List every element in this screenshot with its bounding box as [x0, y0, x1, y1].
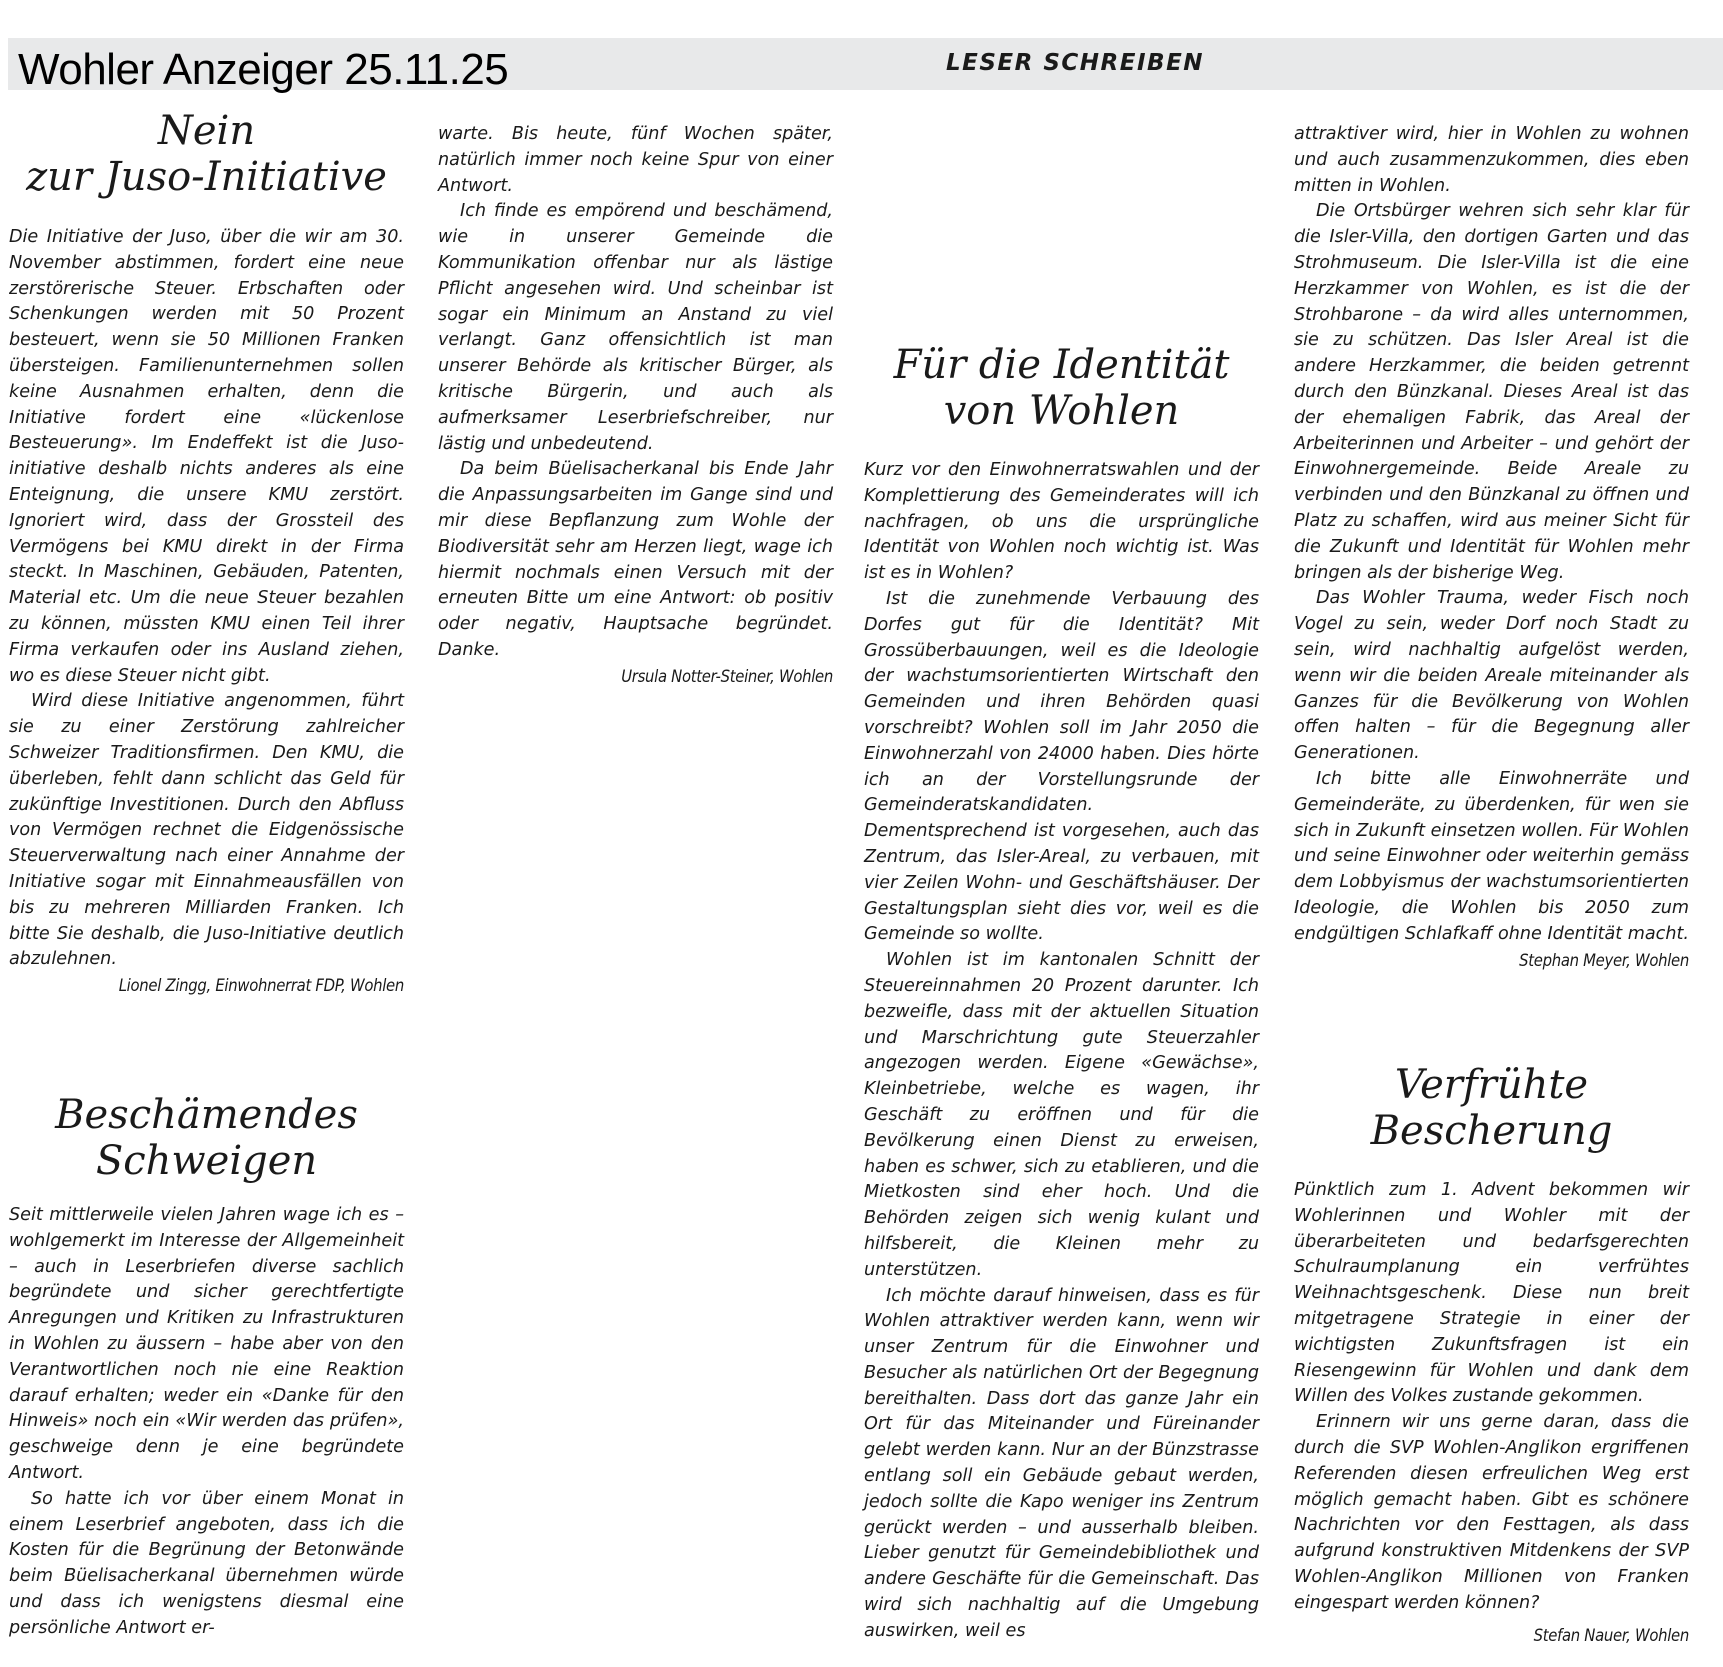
paragraph: Ich möchte darauf hinweisen, dass es für Wohlen attraktiver werden kann, wenn wir unser Zentrum für die Einwohner und Besucher als natürlichen Ort der Begegnung bereithalten. Dass dort das ganze Jahr ein Ort für das Miteinander und Füreinander gelebt werden kann. Nur an der Bünzstrasse entlang soll ein Gebäude gebaut werden, jedoch sollte die Kapo weniger ins Zentrum gerückt werden – und ausserhalb bleiben. Lieber genutzt für Gemeindebibliothek und andere Geschäfte für die Gemeinschaft. Das wird sich nachhaltig auf die Umgebung auswirken, weil es [864, 1285, 1259, 1641]
headline-line: Verfrühte [1394, 1062, 1589, 1108]
headline-line: zur Juso-Initiative [26, 154, 387, 200]
section-title: LESER SCHREIBEN [946, 50, 1205, 76]
paragraph: Ist die zunehmende Verbauung des Dorfes gut für die Identität? Mit Grossüberbauungen, weil es die Ideologie der wachstumsorientierten Wirtschaft den Gemeinden und ihren Behörden quasi vorschreibt? Wohlen soll im Jahr 2050 die Einwohnerzahl von 24000 haben. Dies hörte ich an der Vorstellungsrunde der Gemeinderatskandidaten. Dementsprechend ist vorgesehen, auch das Zentrum, das Isler-Areal, zu verbauen, mit vier Zeilen Wohn- und Geschäftshäuser. Der Gestaltungsplan sieht dies vor, weil es die Gemeinde so wollte. [864, 588, 1259, 945]
paragraph: Seit mittlerweile vielen Jahren wage ich es – wohlgemerkt im Interesse der Allgemeinheit – auch in Leserbriefen diverse sachlich begründete und sicher gerechtfertigte Anregungen und Kritiken zu Infrastrukturen in Wohlen zu äussern – habe aber von den Verantwortlichen noch nie eine Reaktion darauf erhalten; weder ein «Danke für den Hinweis» noch ein «Wir werden das prüfen», geschweige denn je eine begründete Antwort. [9, 1205, 404, 1483]
paragraph: Ich bitte alle Einwohnerräte und Gemeinderäte, zu überdenken, für wen sie sich in Zukunft einsetzen wollen. Für Wohlen und seine Einwohner oder weiterhin gemäss dem Lobbyismus der wachstumsorientierten Ideologie, die Wohlen bis 2050 zum endgültigen Schlafkaff ohne Identität macht. [1294, 768, 1689, 944]
paragraph: attraktiver wird, hier in Wohlen zu wohnen und auch zusammenzukommen, dies eben mitten in Wohlen. [1294, 124, 1689, 196]
article-headline [9, 1092, 404, 1184]
newspaper-date-stamp: Wohler Anzeiger 25.11.25 [18, 45, 509, 94]
paragraph: Wird diese Initiative angenommen, führt sie zu einer Zerstörung zahlreicher Schweizer Traditionsfirmen. Den KMU, die überleben, fehlt dann schlicht das Geld für zukünftige Investitionen. Durch den Abfluss von Vermögen rechnet die Eidgenössische Steuerverwaltung nach einer Annahme der Initiative sogar mit Einnahmeausfällen von bis zu mehreren Milliarden Franken. Ich bitte Sie deshalb, die Juso-Initiative deutlich abzulehnen. [9, 691, 404, 970]
article-body-continued [438, 122, 833, 690]
headline-line: Für die Identität [893, 342, 1230, 388]
article-body [864, 458, 1259, 1645]
paragraph: Die Ortsbürger wehren sich sehr klar für die Isler-Villa, den dortigen Garten und das Strohmuseum. Die Isler-Villa ist die eine Herzkammer von Wohlen, es ist die der Strohbarone – da wird alles unternommen, sie zu schützen. Das Isler Areal ist die andere Herzkammer, die beiden getrennt durch den Bünzkanal. Dieses Areal ist das der ehemaligen Fabrik, das Areal der Arbeiterinnen und Arbeiter – und gehört der Einwohnergemeinde. Beide Areale zu verbinden und den Bünzkanal zu öffnen und Platz zu schaffen, wird aus meiner Sicht für die Zukunft und Identität für Wohlen mehr bringen als der bisherige Weg. [1294, 201, 1689, 583]
paragraph: So hatte ich vor über einem Monat in einem Leserbrief angeboten, dass ich die Kosten für die Begrünung der Betonwände beim Büelisacherkanal übernehmen würde und dass ich wenigstens diesmal eine persönliche Antwort er- [9, 1488, 404, 1638]
headline-line: Nein [157, 108, 256, 154]
headline-line: Beschämendes [55, 1092, 358, 1138]
paragraph: warte. Bis heute, fünf Wochen später, natürlich immer noch keine Spur von einer Antwort. [438, 124, 833, 196]
paragraph: Pünktlich zum 1. Advent bekommen wir Wohlerinnen und Wohler mit der überarbeiteten und bedarfsgerechten Schulraumplanung ein verfrühtes Weihnachtsgeschenk. Diese nun breit mitgetragene Strategie in einer der wichtigsten Zukunftsfragen ist ein Riesengewinn für Wohlen und dank dem Willen des Volkes zustande gekommen. [1294, 1180, 1689, 1407]
paragraph: Kurz vor den Einwohnerratswahlen und der Komplettierung des Gemeinderates will ich nachfragen, ob uns die ursprüngliche Identität von Wohlen noch wichtig ist. Was ist es in Wohlen? [864, 460, 1259, 584]
article-headline [864, 342, 1259, 434]
article-headline [1294, 1062, 1689, 1154]
article-body [9, 1203, 404, 1642]
paragraph: Wohlen ist im kantonalen Schnitt der Steuereinnahmen 20 Prozent darunter. Ich bezweifle, dass mit der aktuellen Situation und Marschrichtung gute Steuerzahler angezogen werden. Eigene «Gewächse», Kleinbetriebe, welche es wagen, ihr Geschäft zu eröffnen und für die Bevölkerung einen Dienst zu erweisen, haben es schwer, sich zu etablieren, und die Mietkosten sind eher hoch. Und die Behörden zeigen sich wenig kulant und hilfsbereit, die Kleinen mehr zu unterstützen. [864, 950, 1259, 1280]
article-headline [9, 108, 404, 200]
headline-line: Bescherung [1370, 1108, 1613, 1154]
article-body-continued [1294, 122, 1689, 973]
author-signature: Stefan Nauer, Wohlen [1533, 1625, 1689, 1645]
paragraph: Da beim Büelisacherkanal bis Ende Jahr die Anpassungsarbeiten im Gange sind und mir diese Bepflanzung zum Wohle der Biodiversität sehr am Herzen liegt, wage ich hiermit nochmals einen Versuch mit der erneuten Bitte um eine Antwort: ob positiv oder negativ, Hauptsache begründet. Danke. [438, 459, 833, 660]
author-signature: Lionel Zingg, Einwohnerrat FDP, Wohlen [118, 976, 404, 996]
headline-line: von Wohlen [943, 388, 1180, 434]
author-signature: Stephan Meyer, Wohlen [1519, 950, 1689, 970]
paragraph: Erinnern wir uns gerne daran, dass die durch die SVP Wohlen-Anglikon ergriffenen Referenden diesen erfreulichen Weg erst möglich gemacht haben. Gibt es schönere Nachrichten vor den Festtagen, als dass aufgrund konstruktiven Mitdenkens der SVP Wohlen-Anglikon Millionen von Franken eingespart werden können? [1294, 1412, 1689, 1613]
headline-line: Schweigen [95, 1138, 318, 1184]
paragraph: Die Initiative der Juso, über die wir am 30. November abstimmen, fordert eine neue zerstörerische Steuer. Erbschaften oder Schenkungen werden mit 50 Prozent besteuert, wenn sie 50 Millionen Franken übersteigen. Familienunternehmen sollen keine Ausnahmen erhalten, denn die Initiative fordert eine «lückenlose Besteuerung». Im Endeffekt ist die Juso-initiative deshalb nichts anderes als eine Enteignung, die unsere KMU zerstört. Ignoriert wird, dass der Grossteil des Vermögens bei KMU direkt in der Firma steckt. In Maschinen, Gebäuden, Patenten, Material etc. Um die neue Steuer bezahlen zu können, müssten KMU einen Teil ihrer Firma verkaufen oder ins Ausland ziehen, wo es diese Steuer nicht gibt. [9, 227, 404, 686]
article-body [1294, 1178, 1689, 1648]
author-signature: Ursula Notter-Steiner, Wohlen [621, 666, 833, 686]
paragraph: Ich finde es empörend und beschämend, wie in unserer Gemeinde die Kommunikation offenbar nur als lästige Pflicht angesehen wird. Und scheinbar ist sogar ein Minimum an Anstand zu viel verlangt. Ganz offensichtlich ist man unserer Behörde als kritischer Bürger, als kritische Bürgerin, und auch als aufmerksamer Leserbriefschreiber, nur lästig und unbedeutend. [438, 201, 833, 454]
paragraph: Das Wohler Trauma, weder Fisch noch Vogel zu sein, weder Dorf noch Stadt zu sein, wird nachhaltig aufgelöst werden, wenn wir die beiden Areale miteinander als Ganzes für die Bevölkerung von Wohlen offen halten – für die Begegnung aller Generationen. [1294, 588, 1689, 764]
article-body [9, 225, 404, 999]
